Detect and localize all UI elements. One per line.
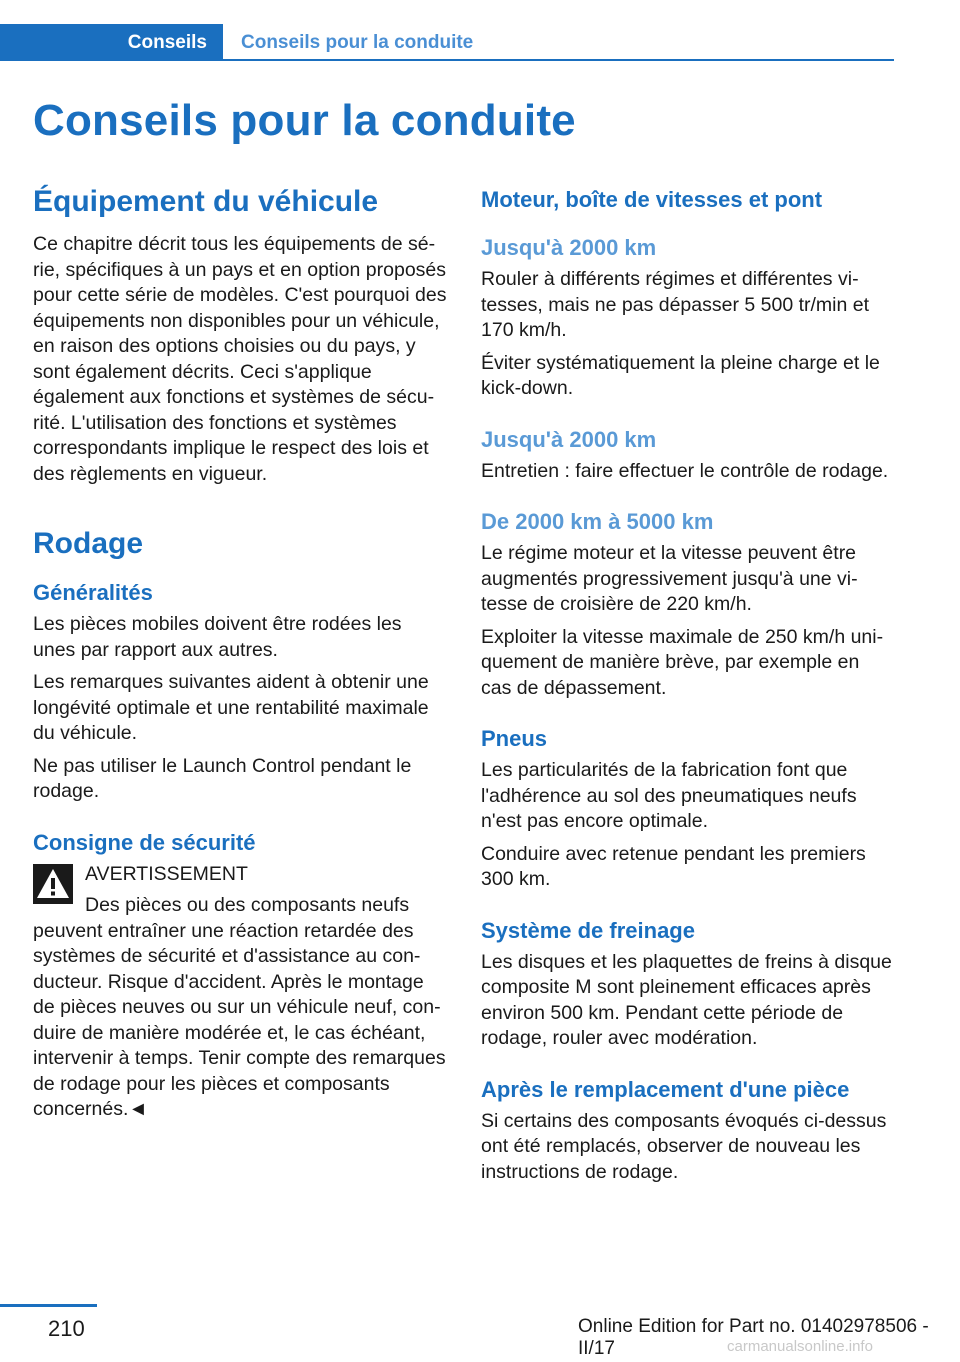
- pneus-heading: Pneus: [481, 726, 548, 751]
- generalites-heading: Généralités: [33, 580, 153, 605]
- jusqu-2000-heading-2: Jusqu'à 2000 km: [481, 426, 657, 452]
- jusqu-2000-paragraph-2: Éviter systématiquement la pleine charge et le kick-down.: [481, 351, 880, 399]
- header-divider: [223, 59, 894, 61]
- generalites-paragraph-1: Les pièces mobiles doivent être rodées les unes par rapport aux autres.: [33, 613, 402, 661]
- page-title: Conseils pour la conduite: [33, 96, 576, 145]
- section-tab[interactable]: Conseils pour la conduite: [241, 31, 474, 53]
- section-rodage-title: Rodage: [33, 527, 144, 560]
- generalites-paragraph-3: Ne pas utiliser le Launch Control pendant le rodage.: [33, 754, 412, 802]
- de-2000-paragraph-1: Le régime moteur et la vitesse peuvent être augmentés progressivement jusqu'à une vitesse de croisière de 220 km/h.: [481, 542, 858, 615]
- de-2000-paragraph-2: Exploiter la vitesse maximale de 250 km/h uniquement de manière brève, par exemple en cas de dépassement.: [481, 625, 884, 699]
- pneus-paragraph-1: Les particularités de la fabrication font que l'adhérence au sol des pneumatiques neufs n'est pas encore optimale.: [481, 759, 857, 832]
- warning-heading: AVERTISSEMENT: [85, 862, 248, 885]
- right-column: [481, 178, 895, 1192]
- chapter-tab[interactable]: Conseils: [0, 24, 223, 61]
- edition-info: Online Edition for Part no. 01402978506 - II/17: [578, 1316, 929, 1359]
- de-2000-a-5000-heading: De 2000 km à 5000 km: [481, 509, 714, 534]
- generalites-paragraph-2: Les remarques suivantes aident à obtenir une longévité optimale et une rentabilité maximale du véhicule.: [33, 671, 429, 744]
- left-column: [33, 178, 447, 1123]
- equipement-paragraph: Ce chapitre décrit tous les équipements de série, spécifiques à un pays et en option proposés pour cette série de modèles. C'est pourquoi des équipements non disponibles pour un véhicule, en raison des options choisies ou du pays, y sont également décrits. Ceci s'applique également aux fonctions et systèmes de sécurité. L'utilisation des fonctions et systèmes correspondants implique le respect des lois et des règlements en vigueur.: [33, 233, 447, 485]
- jusqu-2000-heading-1: Jusqu'à 2000 km: [481, 235, 657, 260]
- footer-divider: [0, 1304, 97, 1307]
- freinage-paragraph: Les disques et les plaquettes de freins à disque composite M sont pleinement efficaces après environ 500 km. Pendant cette période de rodage, rouler avec modération.: [481, 950, 892, 1049]
- warning-block: [33, 862, 447, 1123]
- remplacement-heading: Après le remplacement d'une pièce: [481, 1076, 850, 1102]
- warning-text-first-line: Des pièces ou des composants neufs: [85, 894, 410, 916]
- remplacement-paragraph: Si certains des composants évoqués ci-dessus ont été remplacés, observer de nouveau les instructions de rodage.: [481, 1109, 887, 1183]
- moteur-heading: Moteur, boîte de vitesses et pont: [481, 187, 823, 212]
- warning-text: peuvent entraîner une réaction retardée des systèmes de sécurité et d'assistance au conducteur. Risque d'accident. Après le montage de pièces neuves ou sur un véhicule neuf, conduire de manière modérée et, le cas échéant, intervenir à temps. Tenir compte des remarques de rodage pour les pièces et composants concernés.◄: [33, 919, 446, 1120]
- freinage-heading: Système de freinage: [481, 917, 695, 943]
- entretien-paragraph: Entretien : faire effectuer le contrôle de rodage.: [481, 459, 889, 482]
- jusqu-2000-paragraph-1: Rouler à différents régimes et différentes vitesses, mais ne pas dépasser 5 500 tr/min et 170 km/h.: [481, 268, 870, 341]
- running-header: [0, 24, 894, 62]
- consigne-heading: Consigne de sécurité: [33, 829, 256, 855]
- warning-triangle-icon: [33, 864, 73, 904]
- watermark: carmanualsonline.info: [727, 1338, 873, 1355]
- pneus-paragraph-2: Conduire avec retenue pendant les premiers 300 km.: [481, 842, 866, 890]
- page-number: 210: [48, 1316, 85, 1341]
- section-equipement-title: Équipement du véhicule: [33, 185, 379, 218]
